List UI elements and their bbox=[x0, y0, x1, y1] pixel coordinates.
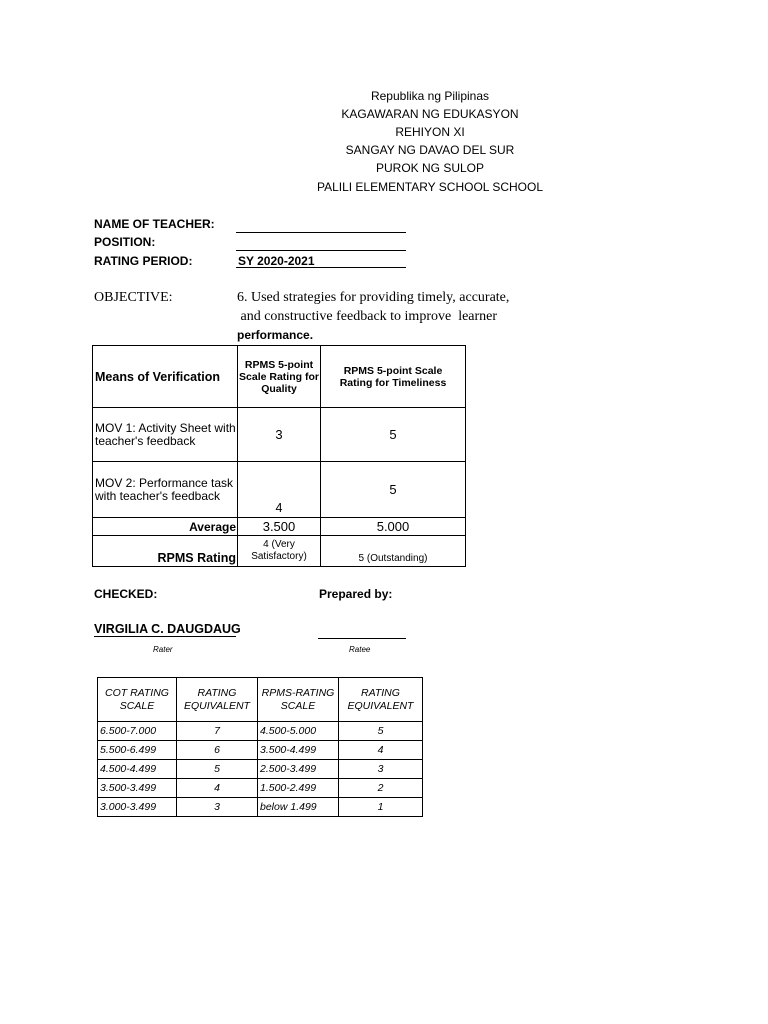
rating-period-label: RATING PERIOD: bbox=[94, 254, 193, 268]
table-row bbox=[93, 408, 466, 462]
name-of-teacher-field[interactable] bbox=[236, 218, 406, 233]
rpms-rating-label: RPMS Rating bbox=[93, 536, 238, 567]
mov-header: Means of Verification bbox=[93, 346, 238, 408]
mov-table-header-row bbox=[93, 346, 466, 408]
objective-line-3: performance. bbox=[237, 328, 314, 342]
objective-label: OBJECTIVE: bbox=[94, 290, 173, 305]
quality-header: RPMS 5-point Scale Rating for Quality bbox=[238, 346, 321, 408]
rpms-range: 4.500-5.000 bbox=[258, 722, 339, 741]
rpms-range: 2.500-3.499 bbox=[258, 760, 339, 779]
rpms-rating-quality: 4 (Very Satisfactory) bbox=[238, 536, 321, 567]
cot-range: 6.500-7.000 bbox=[98, 722, 177, 741]
table-row bbox=[93, 462, 466, 518]
header-line-5: PUROK NG SULOP bbox=[375, 161, 485, 175]
objective-line-2: and constructive feedback to improve learner bbox=[237, 309, 498, 324]
cot-range: 3.500-3.499 bbox=[98, 779, 177, 798]
rpms-rating-row bbox=[93, 536, 466, 567]
average-row bbox=[93, 518, 466, 536]
cot-range: 5.500-6.499 bbox=[98, 741, 177, 760]
cot-equivalent: 7 bbox=[177, 722, 258, 741]
rpms-range: below 1.499 bbox=[258, 798, 339, 817]
rpms-rating-timeliness: 5 (Outstanding) bbox=[321, 536, 466, 567]
rater-caption: Rater bbox=[153, 645, 173, 654]
rpms-scale-header: RPMS-RATING SCALE bbox=[258, 678, 339, 722]
header-line-3: REHIYON XI bbox=[395, 125, 465, 139]
table-row bbox=[98, 741, 423, 760]
rpms-equivalent: 4 bbox=[339, 741, 423, 760]
header-line-2: KAGAWARAN NG EDUKASYON bbox=[341, 107, 519, 121]
average-timeliness: 5.000 bbox=[321, 518, 466, 536]
header-line-6: PALILI ELEMENTARY SCHOOL SCHOOL bbox=[316, 180, 544, 194]
rpms-equivalent: 1 bbox=[339, 798, 423, 817]
cot-equivalent: 6 bbox=[177, 741, 258, 760]
table-row bbox=[98, 779, 423, 798]
ratee-caption: Ratee bbox=[349, 645, 371, 654]
rpms-equivalent-header: RATING EQUIVALENT bbox=[339, 678, 423, 722]
cot-equivalent: 3 bbox=[177, 798, 258, 817]
rater-name: VIRGILIA C. DAUGDAUG bbox=[94, 622, 241, 636]
cot-equivalent-header: RATING EQUIVALENT bbox=[177, 678, 258, 722]
timeliness-header: RPMS 5-point Scale Rating for Timeliness bbox=[321, 346, 466, 408]
objective-line-1: 6. Used strategies for providing timely, accurate, bbox=[237, 290, 510, 305]
cot-range: 4.500-4.499 bbox=[98, 760, 177, 779]
mov-2-timeliness: 5 bbox=[321, 462, 466, 518]
mov-2-cell: MOV 2: Performance task with teacher's feedback bbox=[93, 462, 238, 518]
rpms-equivalent: 5 bbox=[339, 722, 423, 741]
average-label: Average bbox=[93, 518, 238, 536]
prepared-by-label: Prepared by: bbox=[319, 587, 393, 601]
mov-1-cell: MOV 1: Activity Sheet with teacher's feedback bbox=[93, 408, 238, 462]
name-of-teacher-label: NAME OF TEACHER: bbox=[94, 217, 215, 231]
table-row bbox=[98, 760, 423, 779]
cot-equivalent: 5 bbox=[177, 760, 258, 779]
cot-range: 3.000-3.499 bbox=[98, 798, 177, 817]
rating-scale-table bbox=[97, 677, 423, 817]
rpms-equivalent: 2 bbox=[339, 779, 423, 798]
rating-scale-header-row bbox=[98, 678, 423, 722]
rpms-range: 1.500-2.499 bbox=[258, 779, 339, 798]
mov-1-timeliness: 5 bbox=[321, 408, 466, 462]
cot-scale-header: COT RATING SCALE bbox=[98, 678, 177, 722]
checked-label: CHECKED: bbox=[94, 587, 158, 601]
ratee-signature-line bbox=[318, 638, 406, 639]
table-row bbox=[98, 722, 423, 741]
table-row bbox=[98, 798, 423, 817]
position-label: POSITION: bbox=[94, 235, 156, 249]
header-line-4: SANGAY NG DAVAO DEL SUR bbox=[345, 143, 515, 157]
rating-period-field[interactable]: SY 2020-2021 bbox=[236, 254, 406, 268]
mov-2-quality: 4 bbox=[238, 462, 321, 518]
rpms-range: 3.500-4.499 bbox=[258, 741, 339, 760]
mov-1-quality: 3 bbox=[238, 408, 321, 462]
mov-table bbox=[92, 345, 466, 567]
average-quality: 3.500 bbox=[238, 518, 321, 536]
cot-equivalent: 4 bbox=[177, 779, 258, 798]
rpms-equivalent: 3 bbox=[339, 760, 423, 779]
header-line-1: Republika ng Pilipinas bbox=[370, 89, 490, 103]
position-field[interactable] bbox=[236, 236, 406, 251]
